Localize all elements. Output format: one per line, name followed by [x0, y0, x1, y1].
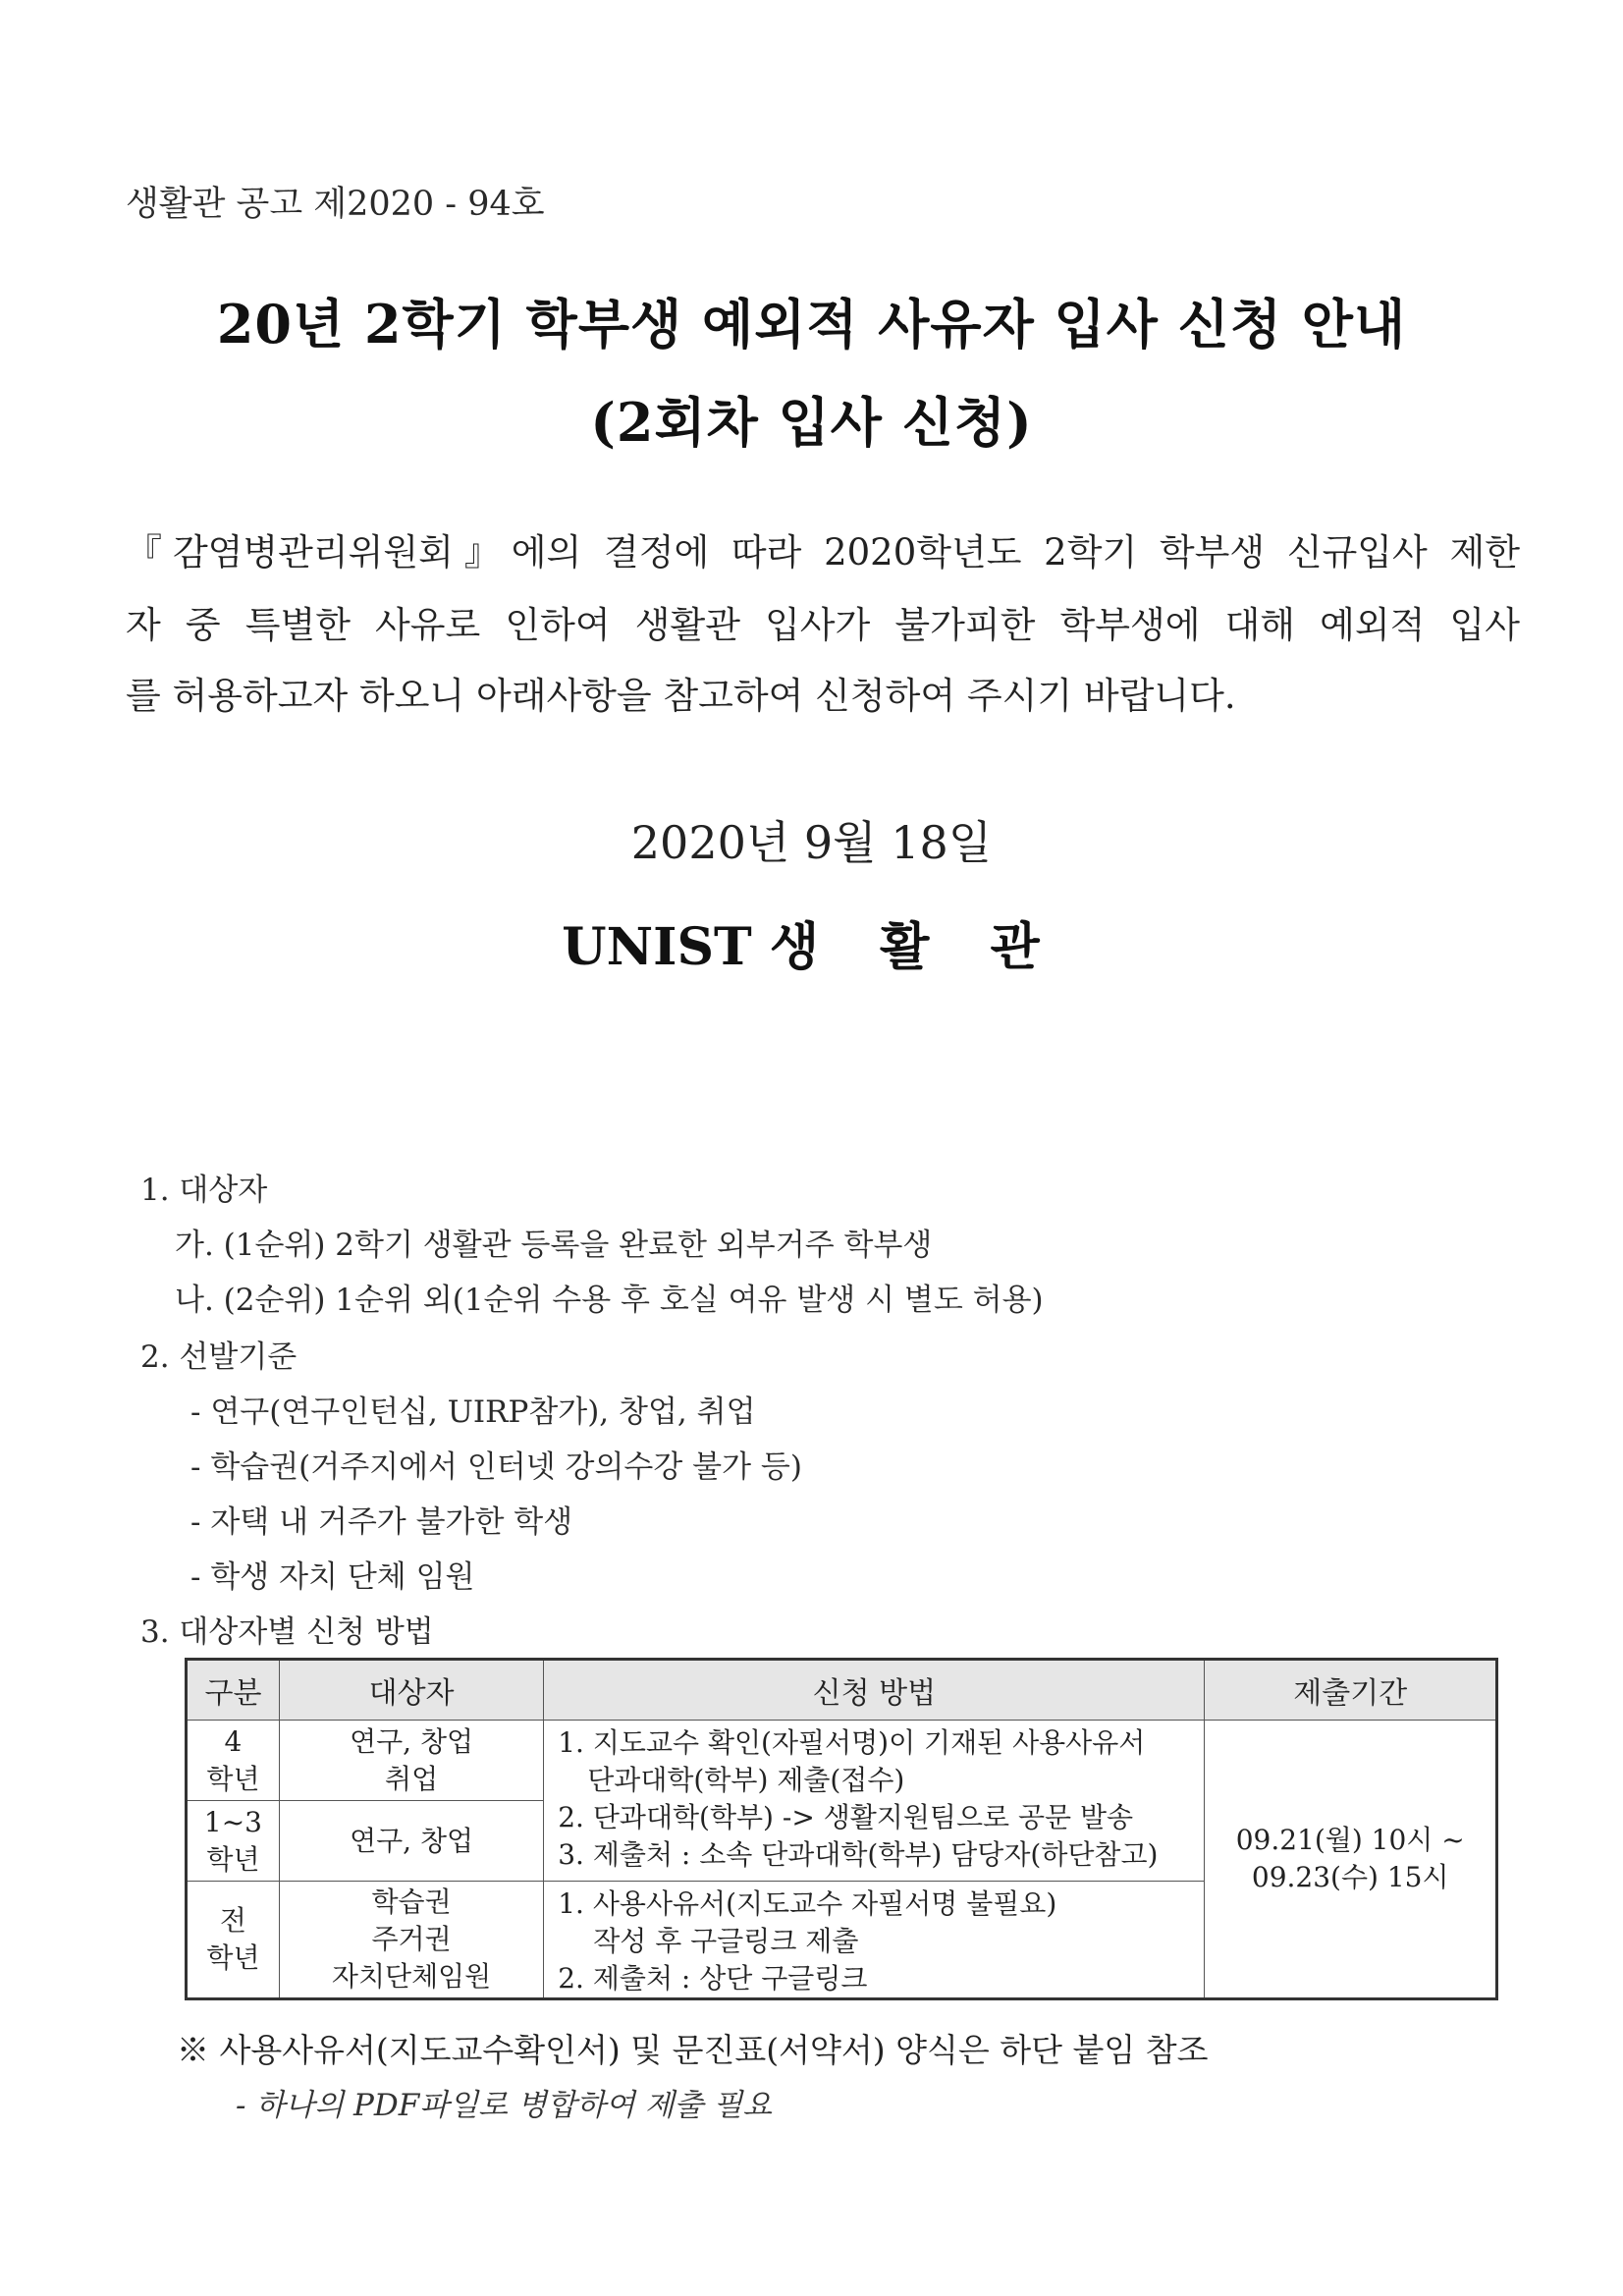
target-item: 나. (2순위) 1순위 외(1순위 수용 후 호실 여유 발생 시 별도 허용)	[175, 1283, 1044, 1318]
document-title: 20년 2학기 학부생 예외적 사유자 입사 신청 안내	[216, 293, 1407, 355]
table-row	[187, 1721, 1497, 1801]
method-text: 1. 사용사유서(지도교수 자필서명 불필요)	[558, 1887, 1057, 1920]
section-heading-targets: 1. 대상자	[140, 1173, 268, 1208]
target-text: 주거권	[371, 1923, 452, 1955]
target-text: 취업	[385, 1762, 439, 1795]
criteria-item: - 학습권(거주지에서 인터넷 강의수강 불가 등)	[190, 1449, 802, 1485]
target-item: 가. (1순위) 2학기 생활관 등록을 완료한 외부거주 학부생	[175, 1228, 933, 1263]
target-cell	[279, 1882, 543, 1999]
target-text: 학습권	[371, 1886, 452, 1918]
method-cell	[544, 1882, 1205, 1999]
method-text: 작성 후 구글링크 제출	[593, 1925, 859, 1957]
target-text: 연구, 창업	[350, 1724, 474, 1758]
method-text: 3. 제출처 : 소속 단과대학(학부) 담당자(하단참고)	[558, 1838, 1159, 1871]
grade-cell	[187, 1801, 280, 1882]
issuing-organization	[0, 905, 1623, 979]
grade-text: 학년	[206, 1762, 260, 1795]
org-name: 생 활 관	[769, 917, 1061, 977]
section-heading-method: 3. 대상자별 신청 방법	[140, 1614, 434, 1650]
target-text: 연구, 창업	[350, 1824, 474, 1857]
method-text: 단과대학(학부) 제출(접수)	[587, 1764, 905, 1796]
grade-cell	[187, 1882, 280, 1999]
org-prefix: UNIST	[562, 917, 752, 977]
section-heading-criteria: 2. 선발기준	[140, 1339, 298, 1375]
target-text: 자치단체임원	[331, 1960, 492, 1993]
intro-paragraph-line: 를 허용하고자 하오니 아래사항을 참고하여 신청하여 주시기 바랍니다.	[126, 675, 1236, 717]
grade-text: 학년	[206, 1842, 260, 1876]
criteria-item: - 연구(연구인턴십, UIRP참가), 창업, 취업	[190, 1394, 756, 1430]
header-method: 신청 방법	[544, 1660, 1205, 1721]
grade-cell	[187, 1721, 280, 1801]
table-header-row	[187, 1660, 1497, 1721]
attachment-note: ※ 사용사유서(지도교수확인서) 및 문진표(서약서) 양식은 하단 붙임 참조	[177, 2031, 1209, 2069]
attachment-subnote: - 하나의 PDF파일로 병합하여 제출 필요	[236, 2088, 773, 2123]
method-text: 1. 지도교수 확인(자필서명)이 기재된 사용사유서	[558, 1726, 1146, 1759]
period-text: 09.23(수) 15시	[1251, 1861, 1449, 1893]
period-cell	[1205, 1721, 1497, 1999]
method-cell	[544, 1721, 1205, 1882]
header-category: 구분	[187, 1660, 280, 1721]
criteria-item: - 학생 자치 단체 임원	[190, 1559, 475, 1595]
target-cell	[279, 1721, 543, 1801]
method-text: 2. 단과대학(학부) -> 생활지원팀으로 공문 발송	[558, 1801, 1134, 1833]
intro-paragraph-line: 『감염병관리위원회』에의 결정에 따라 2020학년도 2학기 학부생 신규입사 제한	[126, 531, 1520, 574]
application-method-table	[185, 1658, 1498, 2000]
header-period: 제출기간	[1205, 1660, 1497, 1721]
issue-date: 2020년 9월 18일	[630, 816, 993, 869]
notice-number: 생활관 공고 제2020 - 94호	[126, 185, 545, 224]
target-cell	[279, 1801, 543, 1882]
criteria-item: - 자택 내 거주가 불가한 학생	[190, 1504, 573, 1540]
grade-text: 1~3	[203, 1805, 262, 1838]
grade-text: 4	[224, 1724, 243, 1758]
document-subtitle: (2회차 입사 신청)	[590, 391, 1033, 454]
grade-text: 학년	[206, 1941, 260, 1974]
period-text: 09.21(월) 10시 ~	[1235, 1824, 1465, 1856]
header-target: 대상자	[279, 1660, 543, 1721]
grade-text: 전	[219, 1904, 246, 1937]
intro-paragraph-line: 자 중 특별한 사유로 인하여 생활관 입사가 불가피한 학부생에 대해 예외적 입사	[126, 604, 1520, 646]
method-text: 2. 제출처 : 상단 구글링크	[558, 1962, 868, 1995]
